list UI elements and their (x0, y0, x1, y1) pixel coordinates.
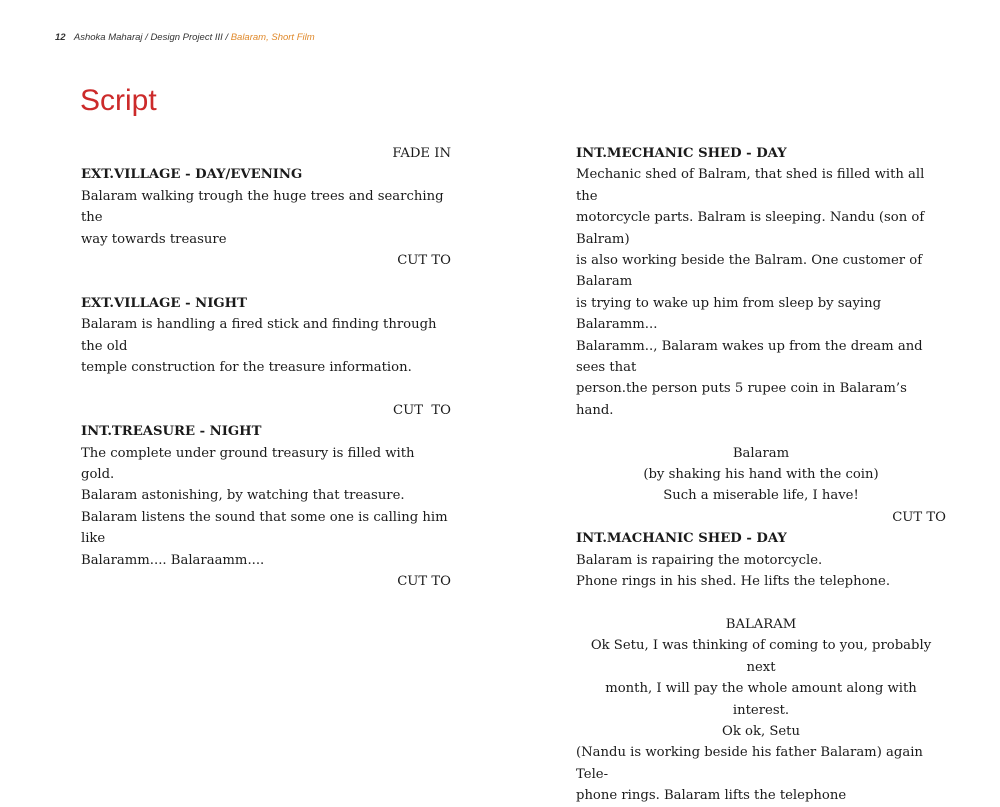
scene-heading: EXT.VILLAGE - NIGHT (81, 295, 247, 311)
dialogue-line: Ok Setu, I was thinking of coming to you, probably next (590, 638, 932, 675)
dialogue-parenthetical: (by shaking his hand with the coin) (643, 467, 879, 483)
dialogue-line: Ok ok, Setu (722, 723, 800, 739)
action-line: motorcycle parts. Balram is sleeping. Nandu (son of Balram) (576, 210, 925, 247)
header-project: Balaram, Short Film (230, 32, 315, 43)
transition-cut: CUT TO (397, 253, 451, 269)
transition-cut: CUT TO (393, 402, 451, 418)
action-line: phone rings. Balaram lifts the telephone (576, 788, 847, 804)
action-line: Balaram listens the sound that some one is calling him like (81, 509, 448, 547)
action-line: way towards treasure (81, 231, 227, 247)
action-line: is also working beside the Balram. One customer of Balaram (576, 253, 923, 290)
action-line: Balaramm.., Balaram wakes up from the dream and sees that (576, 338, 923, 376)
script-column-right (576, 143, 946, 807)
action-line: temple construction for the treasure information. (81, 360, 412, 376)
page-title: Script (80, 84, 157, 117)
script-column-left (81, 143, 451, 593)
action-line: Balaramm.... Balaraamm.... (81, 552, 265, 568)
running-header (55, 32, 315, 43)
scene-heading: INT.MECHANIC SHED - DAY (576, 146, 787, 161)
page-number: 12 (55, 32, 66, 43)
action-line: person.the person puts 5 rupee coin in Balaram’s hand. (576, 381, 907, 418)
action-line: Mechanic shed of Balram, that shed is filled with all the (576, 167, 925, 204)
transition-cut: CUT TO (892, 509, 946, 525)
transition-fade-in: FADE IN (392, 146, 451, 161)
scene-heading: INT.MACHANIC SHED - DAY (576, 531, 787, 547)
action-line: Balaram is rapairing the motorcycle. (576, 552, 823, 568)
scene-heading: EXT.VILLAGE - DAY/EVENING (81, 167, 303, 183)
action-line: The complete under ground treasury is filled with gold. (81, 445, 415, 483)
action-line: Phone rings in his shed. He lifts the telephone. (576, 574, 891, 590)
dialogue-line: Such a miserable life, I have! (663, 488, 859, 504)
action-line: Balaram astonishing, by watching that treasure. (81, 488, 405, 504)
dialogue-character: Balaram (732, 445, 790, 461)
action-line: Balaram walking trough the huge trees and searching the (81, 188, 444, 226)
header-path: Ashoka Maharaj / Design Project III / (73, 32, 229, 43)
dialogue-character: BALARAM (725, 616, 797, 632)
action-line: is trying to wake up him from sleep by saying Balaramm... (576, 295, 882, 333)
action-line: (Nandu is working beside his father Balaram) again Tele- (576, 745, 923, 782)
action-line: Balaram is handling a fired stick and finding through the old (81, 317, 437, 354)
transition-cut: CUT TO (397, 574, 451, 590)
scene-heading: INT.TREASURE - NIGHT (81, 424, 262, 440)
dialogue-line: month, I will pay the whole amount along with interest. (605, 681, 917, 718)
